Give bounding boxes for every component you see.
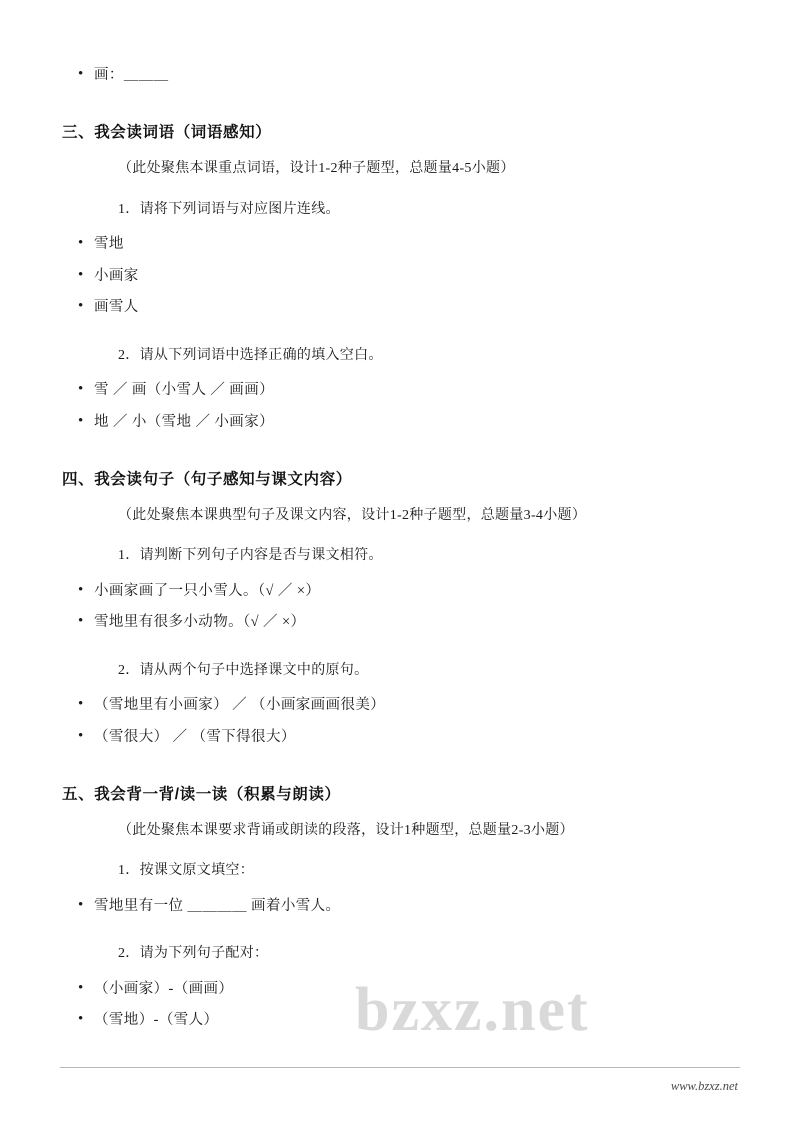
list-item	[72, 233, 740, 255]
section-heading-4: 四、我会读句子（句子感知与课文内容）	[62, 470, 352, 488]
list-item	[72, 694, 740, 716]
task-label: 2．请从下列词语中选择正确的填入空白。	[118, 347, 383, 363]
list-item	[72, 978, 740, 1000]
list-item	[72, 611, 740, 633]
list-item	[72, 64, 740, 86]
list-item	[72, 895, 740, 917]
list-item	[72, 1009, 740, 1031]
footer-url: www.bzxz.net	[670, 1079, 738, 1093]
footer-divider	[60, 1067, 740, 1068]
list-item-text: 画：＿＿＿	[94, 67, 169, 83]
list-item-text: 雪地里有一位 ＿＿＿＿ 画着小雪人。	[94, 897, 341, 914]
section-note-5: （此处聚焦本课要求背诵或朗读的段落，设计1种题型，总题量2-3小题）	[118, 823, 574, 839]
list-item-text: 小画家画了一只小雪人。（√ ／ ×）	[94, 582, 321, 599]
task-label: 1．请判断下列句子内容是否与课文相符。	[118, 548, 383, 564]
list-item-text: （小画家）-（画画）	[94, 980, 234, 997]
list-item-text: 雪地	[94, 236, 124, 253]
list-item-text: 小画家	[94, 267, 139, 284]
section-heading-3: 三、我会读词语（词语感知）	[62, 124, 272, 142]
list-item	[72, 580, 740, 602]
list-item	[72, 379, 740, 401]
task-label: 2．请为下列句子配对：	[118, 946, 269, 962]
list-item-text: 地 ／ 小（雪地 ／ 小画家）	[94, 413, 274, 430]
task-label: 2．请从两个句子中选择课文中的原句。	[118, 662, 369, 678]
section-note-3: （此处聚焦本课重点词语，设计1-2种子题型，总题量4-5小题）	[118, 161, 515, 177]
document-content	[60, 64, 740, 1032]
list-item-text: 画雪人	[94, 299, 139, 316]
list-item-text: （雪地）-（雪人）	[94, 1012, 219, 1029]
list-item	[72, 411, 740, 433]
list-item-text: 雪 ／ 画（小雪人 ／ 画画）	[94, 382, 274, 399]
list-item-text: （雪很大） ／ （雪下得很大）	[94, 728, 296, 745]
section-note-4: （此处聚焦本课典型句子及课文内容，设计1-2种子题型，总题量3-4小题）	[118, 507, 587, 523]
task-label: 1．按课文原文填空：	[118, 863, 254, 879]
list-item	[72, 296, 740, 318]
task-label: 1．请将下列词语与对应图片连线。	[118, 201, 340, 217]
section-heading-5: 五、我会背一背/读一读（积累与朗读）	[62, 786, 341, 804]
list-item	[72, 726, 740, 748]
list-item-text: （雪地里有小画家） ／ （小画家画画很美）	[94, 697, 386, 714]
list-item-text: 雪地里有很多小动物。（√ ／ ×）	[94, 614, 306, 631]
list-item	[72, 265, 740, 287]
watermark-text: bzxz.net	[355, 976, 590, 1044]
